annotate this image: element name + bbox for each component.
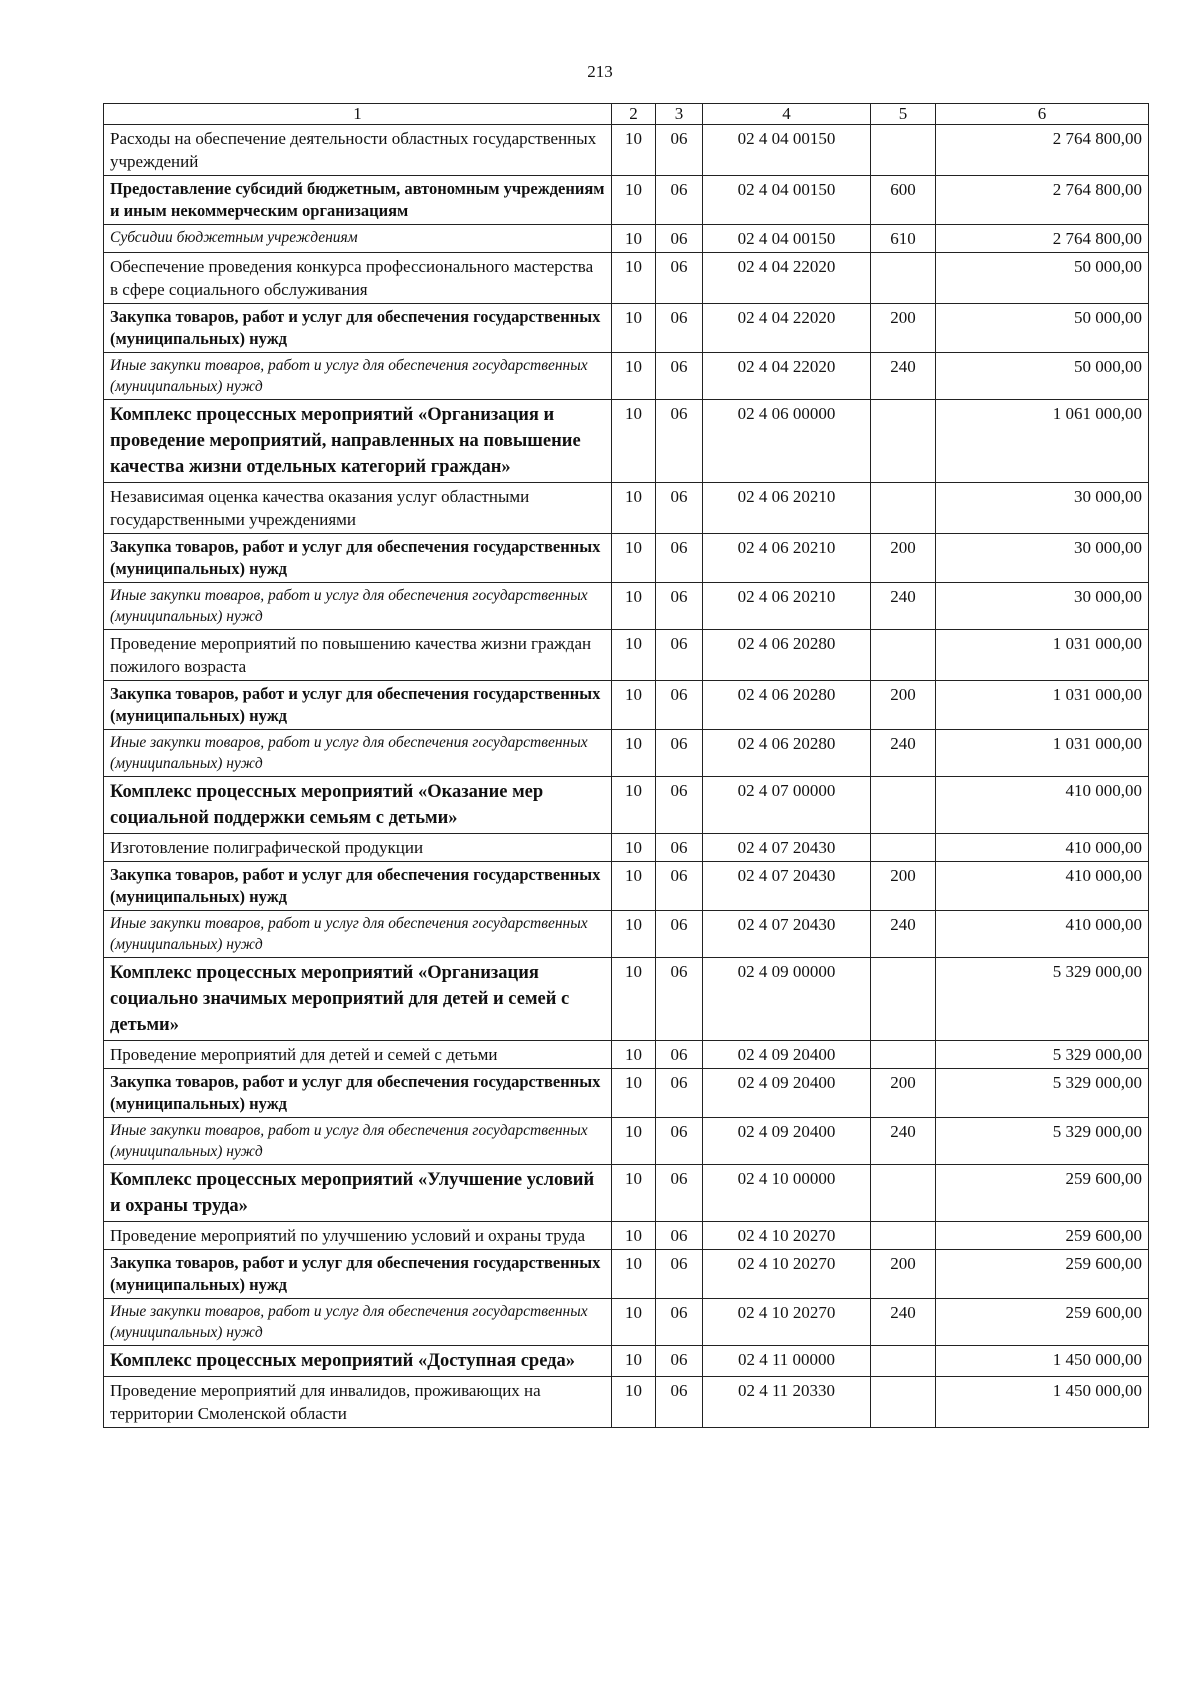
row-section: 10: [612, 353, 656, 400]
row-name: Иные закупки товаров, работ и услуг для обеспечения государственных (муниципальных) нужд: [104, 1118, 612, 1165]
row-target-code: 02 4 09 20400: [703, 1069, 871, 1118]
row-section: 10: [612, 534, 656, 583]
row-amount: 2 764 800,00: [936, 225, 1149, 253]
row-expense-type: [871, 1041, 936, 1069]
row-section: 10: [612, 958, 656, 1041]
row-section: 10: [612, 630, 656, 681]
row-target-code: 02 4 06 00000: [703, 400, 871, 483]
table-row: [104, 353, 1149, 400]
row-subsection: 06: [656, 1165, 703, 1222]
row-target-code: 02 4 07 20430: [703, 862, 871, 911]
row-target-code: 02 4 10 20270: [703, 1299, 871, 1346]
row-name: Комплекс процессных мероприятий «Доступная среда»: [104, 1346, 612, 1377]
table-row: [104, 1069, 1149, 1118]
row-expense-type: [871, 958, 936, 1041]
row-section: 10: [612, 1377, 656, 1428]
row-expense-type: 610: [871, 225, 936, 253]
row-subsection: 06: [656, 1069, 703, 1118]
row-expense-type: [871, 630, 936, 681]
row-name: Закупка товаров, работ и услуг для обеспечения государственных (муниципальных) нужд: [104, 1250, 612, 1299]
row-section: 10: [612, 1250, 656, 1299]
row-target-code: 02 4 07 00000: [703, 777, 871, 834]
row-section: 10: [612, 583, 656, 630]
row-section: 10: [612, 730, 656, 777]
row-name: Проведение мероприятий по улучшению условий и охраны труда: [104, 1222, 612, 1250]
row-subsection: 06: [656, 777, 703, 834]
row-amount: 5 329 000,00: [936, 1118, 1149, 1165]
header-col-4: 4: [703, 104, 871, 125]
row-name: Иные закупки товаров, работ и услуг для обеспечения государственных (муниципальных) нужд: [104, 730, 612, 777]
row-amount: 5 329 000,00: [936, 1041, 1149, 1069]
table-body: [104, 125, 1149, 1428]
row-amount: 259 600,00: [936, 1299, 1149, 1346]
row-amount: 5 329 000,00: [936, 1069, 1149, 1118]
row-section: 10: [612, 681, 656, 730]
table-row: [104, 483, 1149, 534]
row-section: 10: [612, 483, 656, 534]
row-amount: 2 764 800,00: [936, 125, 1149, 176]
row-expense-type: 240: [871, 583, 936, 630]
row-amount: 1 450 000,00: [936, 1346, 1149, 1377]
row-expense-type: 240: [871, 730, 936, 777]
row-amount: 1 061 000,00: [936, 400, 1149, 483]
row-target-code: 02 4 09 20400: [703, 1118, 871, 1165]
row-expense-type: [871, 253, 936, 304]
table-row: [104, 777, 1149, 834]
table-row: [104, 730, 1149, 777]
row-name: Комплекс процессных мероприятий «Организация социально значимых мероприятий для детей и семей с детьми»: [104, 958, 612, 1041]
row-expense-type: 200: [871, 1250, 936, 1299]
row-target-code: 02 4 06 20280: [703, 630, 871, 681]
row-name: Комплекс процессных мероприятий «Организация и проведение мероприятий, направленных на повышение качества жизни отдельных категорий граждан»: [104, 400, 612, 483]
row-subsection: 06: [656, 1222, 703, 1250]
row-subsection: 06: [656, 1299, 703, 1346]
row-name: Независимая оценка качества оказания услуг областными государственными учреждениями: [104, 483, 612, 534]
page-number: 213: [587, 62, 613, 81]
row-target-code: 02 4 06 20210: [703, 534, 871, 583]
table-row: [104, 400, 1149, 483]
row-subsection: 06: [656, 958, 703, 1041]
row-amount: 259 600,00: [936, 1222, 1149, 1250]
row-target-code: 02 4 10 20270: [703, 1250, 871, 1299]
row-name: Комплекс процессных мероприятий «Улучшение условий и охраны труда»: [104, 1165, 612, 1222]
row-subsection: 06: [656, 253, 703, 304]
row-amount: 30 000,00: [936, 534, 1149, 583]
row-subsection: 06: [656, 583, 703, 630]
table-row: [104, 958, 1149, 1041]
row-subsection: 06: [656, 630, 703, 681]
table-row: [104, 1377, 1149, 1428]
row-subsection: 06: [656, 681, 703, 730]
row-amount: 1 031 000,00: [936, 730, 1149, 777]
row-name: Комплекс процессных мероприятий «Оказание мер социальной поддержки семьям с детьми»: [104, 777, 612, 834]
row-target-code: 02 4 09 00000: [703, 958, 871, 1041]
row-target-code: 02 4 07 20430: [703, 834, 871, 862]
row-section: 10: [612, 862, 656, 911]
row-section: 10: [612, 253, 656, 304]
table-row: [104, 1165, 1149, 1222]
row-section: 10: [612, 1069, 656, 1118]
row-section: 10: [612, 225, 656, 253]
table-row: [104, 176, 1149, 225]
row-amount: 410 000,00: [936, 862, 1149, 911]
row-subsection: 06: [656, 862, 703, 911]
row-target-code: 02 4 09 20400: [703, 1041, 871, 1069]
row-name: Закупка товаров, работ и услуг для обеспечения государственных (муниципальных) нужд: [104, 681, 612, 730]
row-target-code: 02 4 06 20280: [703, 730, 871, 777]
row-section: 10: [612, 1165, 656, 1222]
row-expense-type: [871, 125, 936, 176]
table-row: [104, 1299, 1149, 1346]
row-subsection: 06: [656, 1118, 703, 1165]
row-name: Закупка товаров, работ и услуг для обеспечения государственных (муниципальных) нужд: [104, 304, 612, 353]
row-expense-type: [871, 483, 936, 534]
row-target-code: 02 4 07 20430: [703, 911, 871, 958]
row-subsection: 06: [656, 1346, 703, 1377]
row-section: 10: [612, 125, 656, 176]
row-amount: 30 000,00: [936, 583, 1149, 630]
table-row: [104, 1222, 1149, 1250]
header-col-1: 1: [104, 104, 612, 125]
row-expense-type: 240: [871, 353, 936, 400]
row-name: Проведение мероприятий по повышению качества жизни граждан пожилого возраста: [104, 630, 612, 681]
table-row: [104, 834, 1149, 862]
table-row: [104, 862, 1149, 911]
budget-table: [103, 103, 1149, 1428]
row-subsection: 06: [656, 730, 703, 777]
table-row: [104, 1118, 1149, 1165]
row-expense-type: 200: [871, 534, 936, 583]
row-name: Иные закупки товаров, работ и услуг для обеспечения государственных (муниципальных) нужд: [104, 1299, 612, 1346]
row-section: 10: [612, 176, 656, 225]
table-row: [104, 125, 1149, 176]
row-amount: 1 031 000,00: [936, 630, 1149, 681]
table-row: [104, 630, 1149, 681]
row-amount: 1 450 000,00: [936, 1377, 1149, 1428]
row-amount: 50 000,00: [936, 353, 1149, 400]
table-row: [104, 253, 1149, 304]
row-target-code: 02 4 11 20330: [703, 1377, 871, 1428]
row-name: Иные закупки товаров, работ и услуг для обеспечения государственных (муниципальных) нужд: [104, 911, 612, 958]
row-target-code: 02 4 04 00150: [703, 176, 871, 225]
row-expense-type: [871, 777, 936, 834]
table-row: [104, 1346, 1149, 1377]
row-expense-type: [871, 400, 936, 483]
row-target-code: 02 4 04 22020: [703, 353, 871, 400]
row-expense-type: 200: [871, 681, 936, 730]
row-name: Изготовление полиграфической продукции: [104, 834, 612, 862]
row-amount: 5 329 000,00: [936, 958, 1149, 1041]
row-section: 10: [612, 1222, 656, 1250]
row-subsection: 06: [656, 1041, 703, 1069]
row-target-code: 02 4 10 20270: [703, 1222, 871, 1250]
row-subsection: 06: [656, 400, 703, 483]
row-expense-type: [871, 1377, 936, 1428]
row-target-code: 02 4 04 00150: [703, 125, 871, 176]
row-expense-type: [871, 834, 936, 862]
row-section: 10: [612, 1118, 656, 1165]
row-subsection: 06: [656, 483, 703, 534]
header-col-5: 5: [871, 104, 936, 125]
row-section: 10: [612, 911, 656, 958]
table-row: [104, 304, 1149, 353]
table-row: [104, 225, 1149, 253]
row-amount: 2 764 800,00: [936, 176, 1149, 225]
row-expense-type: 240: [871, 911, 936, 958]
row-target-code: 02 4 06 20210: [703, 483, 871, 534]
row-amount: 259 600,00: [936, 1165, 1149, 1222]
row-expense-type: 200: [871, 862, 936, 911]
table-row: [104, 1041, 1149, 1069]
table-row: [104, 583, 1149, 630]
table-row: [104, 681, 1149, 730]
row-subsection: 06: [656, 125, 703, 176]
table-header-row: [104, 104, 1149, 125]
row-target-code: 02 4 04 22020: [703, 253, 871, 304]
row-section: 10: [612, 304, 656, 353]
row-subsection: 06: [656, 834, 703, 862]
row-expense-type: 600: [871, 176, 936, 225]
row-target-code: 02 4 06 20280: [703, 681, 871, 730]
row-section: 10: [612, 1299, 656, 1346]
row-name: Расходы на обеспечение деятельности областных государственных учреждений: [104, 125, 612, 176]
row-amount: 410 000,00: [936, 911, 1149, 958]
row-subsection: 06: [656, 534, 703, 583]
row-expense-type: [871, 1165, 936, 1222]
row-subsection: 06: [656, 225, 703, 253]
row-expense-type: 200: [871, 304, 936, 353]
row-expense-type: 240: [871, 1299, 936, 1346]
row-name: Иные закупки товаров, работ и услуг для обеспечения государственных (муниципальных) нужд: [104, 583, 612, 630]
table-row: [104, 911, 1149, 958]
row-section: 10: [612, 1041, 656, 1069]
row-amount: 410 000,00: [936, 834, 1149, 862]
row-subsection: 06: [656, 304, 703, 353]
row-section: 10: [612, 777, 656, 834]
header-col-6: 6: [936, 104, 1149, 125]
table-row: [104, 1250, 1149, 1299]
row-expense-type: 240: [871, 1118, 936, 1165]
row-amount: 50 000,00: [936, 304, 1149, 353]
row-name: Обеспечение проведения конкурса профессионального мастерства в сфере социального обслуживания: [104, 253, 612, 304]
row-expense-type: 200: [871, 1069, 936, 1118]
row-name: Проведение мероприятий для инвалидов, проживающих на территории Смоленской области: [104, 1377, 612, 1428]
row-amount: 30 000,00: [936, 483, 1149, 534]
row-target-code: 02 4 06 20210: [703, 583, 871, 630]
row-name: Иные закупки товаров, работ и услуг для обеспечения государственных (муниципальных) нужд: [104, 353, 612, 400]
row-subsection: 06: [656, 1250, 703, 1299]
row-name: Закупка товаров, работ и услуг для обеспечения государственных (муниципальных) нужд: [104, 534, 612, 583]
row-section: 10: [612, 834, 656, 862]
row-target-code: 02 4 11 00000: [703, 1346, 871, 1377]
row-section: 10: [612, 400, 656, 483]
row-amount: 410 000,00: [936, 777, 1149, 834]
row-subsection: 06: [656, 176, 703, 225]
row-target-code: 02 4 10 00000: [703, 1165, 871, 1222]
row-subsection: 06: [656, 353, 703, 400]
row-subsection: 06: [656, 1377, 703, 1428]
row-target-code: 02 4 04 22020: [703, 304, 871, 353]
row-name: Закупка товаров, работ и услуг для обеспечения государственных (муниципальных) нужд: [104, 1069, 612, 1118]
row-name: Закупка товаров, работ и услуг для обеспечения государственных (муниципальных) нужд: [104, 862, 612, 911]
row-name: Субсидии бюджетным учреждениям: [104, 225, 612, 253]
row-expense-type: [871, 1346, 936, 1377]
table-row: [104, 534, 1149, 583]
row-expense-type: [871, 1222, 936, 1250]
row-amount: 1 031 000,00: [936, 681, 1149, 730]
row-amount: 50 000,00: [936, 253, 1149, 304]
header-col-3: 3: [656, 104, 703, 125]
row-name: Предоставление субсидий бюджетным, автономным учреждениям и иным некоммерческим организациям: [104, 176, 612, 225]
header-col-2: 2: [612, 104, 656, 125]
row-subsection: 06: [656, 911, 703, 958]
row-amount: 259 600,00: [936, 1250, 1149, 1299]
row-name: Проведение мероприятий для детей и семей с детьми: [104, 1041, 612, 1069]
row-target-code: 02 4 04 00150: [703, 225, 871, 253]
row-section: 10: [612, 1346, 656, 1377]
